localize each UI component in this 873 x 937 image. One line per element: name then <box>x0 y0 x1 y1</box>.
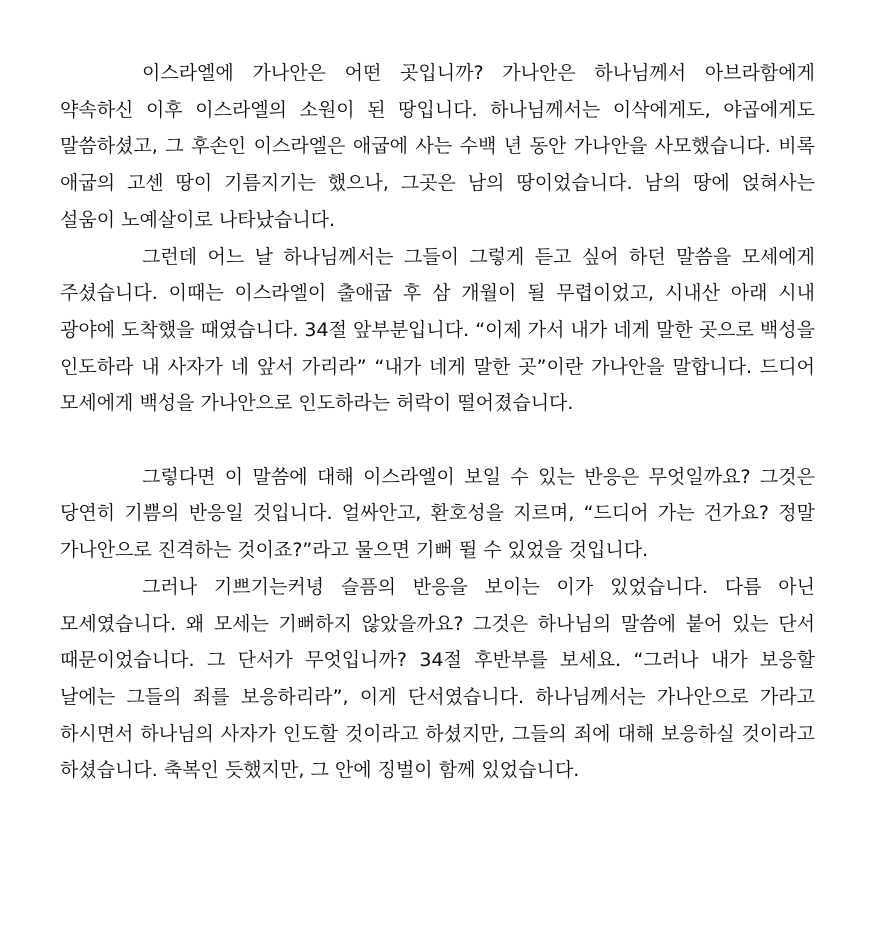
paragraph-1: 이스라엘에 가나안은 어떤 곳입니까? 가나안은 하나님께서 아브라함에게 약속하신 이후 이스라엘의 소원이 된 땅입니다. 하나님께서는 이삭에게도, 야곱에게도 말씀하셨고, 그 후손인 이스라엘은 애굽에 사는 수백 년 동안 가나안을 사모했습니다. 비록 애굽의 고센 땅이 기름지기는 했으나, 그곳은 남의 땅이었습니다. 남의 땅에 얹혀사는 설움이 노예살이로 나타났습니다. <box>60 62 815 231</box>
paragraph-2: 그런데 어느 날 하나님께서는 그들이 그렇게 듣고 싶어 하던 말씀을 모세에게 주셨습니다. 이때는 이스라엘이 출애굽 후 삼 개월이 될 무렵이었고, 시내산 아래 시내 광야에 도착했을 때였습니다. 34절 앞부분입니다. “이제 가서 내가 네게 말한 곳으로 백성을 인도하라 내 사자가 네 앞서 가리라” “내가 네게 말한 곳”이란 가나안을 말합니다. 드디어 모세에게 백성을 가나안으로 인도하라는 허락이 떨어졌습니다. <box>60 245 815 415</box>
paragraph-4: 그러나 기쁘기는커녕 슬픔의 반응을 보이는 이가 있었습니다. 다름 아닌 모세였습니다. 왜 모세는 기뻐하지 않았을까요? 그것은 하나님의 말씀에 붙어 있는 단서 때문이었습니다. 그 단서가 무엇입니까? 34절 후반부를 보세요. “그러나 내가 보응할 날에는 그들의 죄를 보응하리라”, 이게 단서였습니다. 하나님께서는 가나안으로 가라고 하시면서 하나님의 사자가 인도할 것이라고 하셨지만, 그들의 죄에 대해 보응하실 것이라고 하셨습니다. 축복인 듯했지만, 그 안에 징벌이 함께 있었습니다. <box>60 575 815 782</box>
paragraph-3: 그렇다면 이 말씀에 대해 이스라엘이 보일 수 있는 반응은 무엇일까요? 그것은 당연히 기쁨의 반응일 것입니다. 얼싸안고, 환호성을 지르며, “드디어 가는 건가요? 정말 가나안으로 진격하는 것이죠?”라고 물으면 기뻐 뛸 수 있었을 것입니다. <box>60 465 815 562</box>
paragraph-spacer <box>60 422 815 459</box>
